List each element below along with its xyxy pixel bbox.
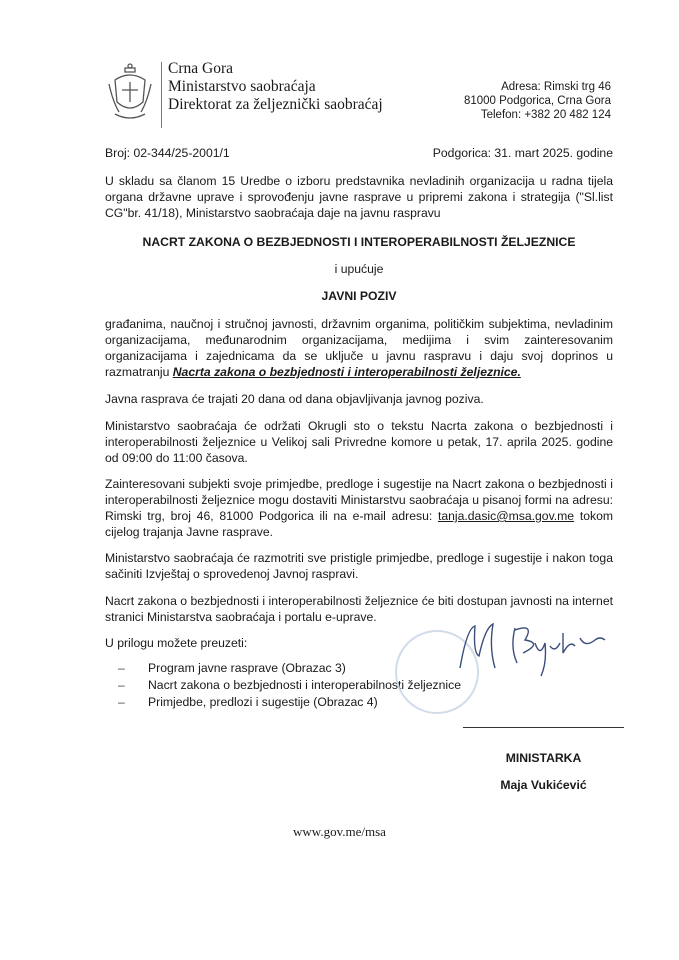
- availability-paragraph: Nacrt zakona o bezbjednosti i interoperabilnosti željeznice će biti dostupan javnosti na internet stranici Ministarstva saobraćaja i portalu e-uprave.: [105, 594, 613, 624]
- submissions-end: tokom cijelog trajanja Javne rasprave.: [105, 509, 614, 539]
- list-item: – Primjedbe, predlozi i sugestije (Obrazac 4): [118, 694, 461, 711]
- attachments-label: U prilogu možete preuzeti:: [105, 636, 248, 650]
- organization-name: [168, 60, 383, 114]
- roundtable-paragraph: Ministarstvo saobraćaja će održati Okrugli sto o tekstu Nacrta zakona o bezbjednosti i interoperabilnosti željeznice u Velikoj sali Privredne komore u petak, 17. aprila 2025. godine od 09:00 do 11:00 časova.: [105, 419, 613, 465]
- coat-of-arms-icon: [105, 62, 155, 124]
- connector-text: i upućuje: [334, 262, 384, 276]
- document-date: Podgorica: 31. mart 2025. godine: [432, 146, 613, 160]
- address-line: 81000 Podgorica, Crna Gora: [463, 95, 611, 107]
- list-item: – Program javne rasprave (Obrazac 3): [118, 660, 461, 677]
- document-title: NACRT ZAKONA O BEZBJEDNOSTI I INTEROPERABILNOSTI ŽELJEZNICE: [142, 235, 576, 249]
- org-ministry: Ministarstvo saobraćaja: [168, 78, 316, 95]
- document-subtitle: JAVNI POZIV: [321, 289, 397, 303]
- signatory-name: Maja Vukićević: [500, 778, 587, 792]
- invitation-paragraph: [105, 316, 613, 380]
- header-divider: [161, 62, 162, 128]
- address-block: [464, 80, 611, 122]
- submissions-text: Zainteresovani subjekti svoje primjedbe, predloge i sugestije na Nacrt zakona o bezbjednosti i interoperabilnosti željeznice mogu dostaviti Ministarstvu saobraćaja u pisanoj formi na adresu: Rimski trg, broj 46, 81000 Podgorica ili na e-mail adresu:: [105, 477, 613, 523]
- org-country: Crna Gora: [168, 60, 233, 77]
- signatory-role: MINISTARKA: [505, 751, 582, 765]
- org-directorate: Direktorat za željeznički saobraćaj: [168, 96, 383, 113]
- review-paragraph: Ministarstvo saobraćaja će razmotriti sve pristigle primjedbe, predloge i sugestije i nakon toga sačiniti Izvještaj o sprovedenoj Javnoj raspravi.: [105, 551, 613, 581]
- phone-line: Telefon: +382 20 482 124: [480, 109, 611, 121]
- document-number: Broj: 02-344/25-2001/1: [105, 146, 230, 160]
- address-line: Adresa: Rimski trg 46: [501, 81, 611, 93]
- intro-paragraph: U skladu sa članom 15 Uredbe o izboru predstavnika nevladinih organizacija u radna tijela organa državne uprave i sprovođenju javne rasprave u pripremi zakona i strategija ("Sl.list CG"br. 41/18), Ministarstvo saobraćaja daje na javnu raspravu: [105, 174, 613, 220]
- submissions-paragraph: [105, 476, 613, 540]
- invitation-text: građanima, naučnoj i stručnoj javnosti, državnim organima, političkim subjektima, nevladinim organizacijama, međunarodnim organizacijama, medijima i svim zainteresovanim organizacijama i zajednicama da se uključe u javnu raspravu i daju svoj doprinos u razmatranju: [105, 317, 613, 379]
- invitation-emphasis: Nacrta zakona o bezbjednosti i interoperabilnosti željeznice.: [172, 365, 521, 379]
- signature-line: [463, 727, 624, 728]
- footer-website: www.gov.me/msa: [293, 824, 386, 839]
- list-item: – Nacrt zakona o bezbjednosti i interoperabilnosti željeznice: [118, 677, 461, 694]
- email-link[interactable]: tanja.dasic@msa.gov.me: [437, 509, 575, 523]
- handwritten-signature: [455, 618, 615, 678]
- duration-paragraph: Javna rasprava će trajati 20 dana od dana objavljivanja javnog poziva.: [105, 392, 484, 406]
